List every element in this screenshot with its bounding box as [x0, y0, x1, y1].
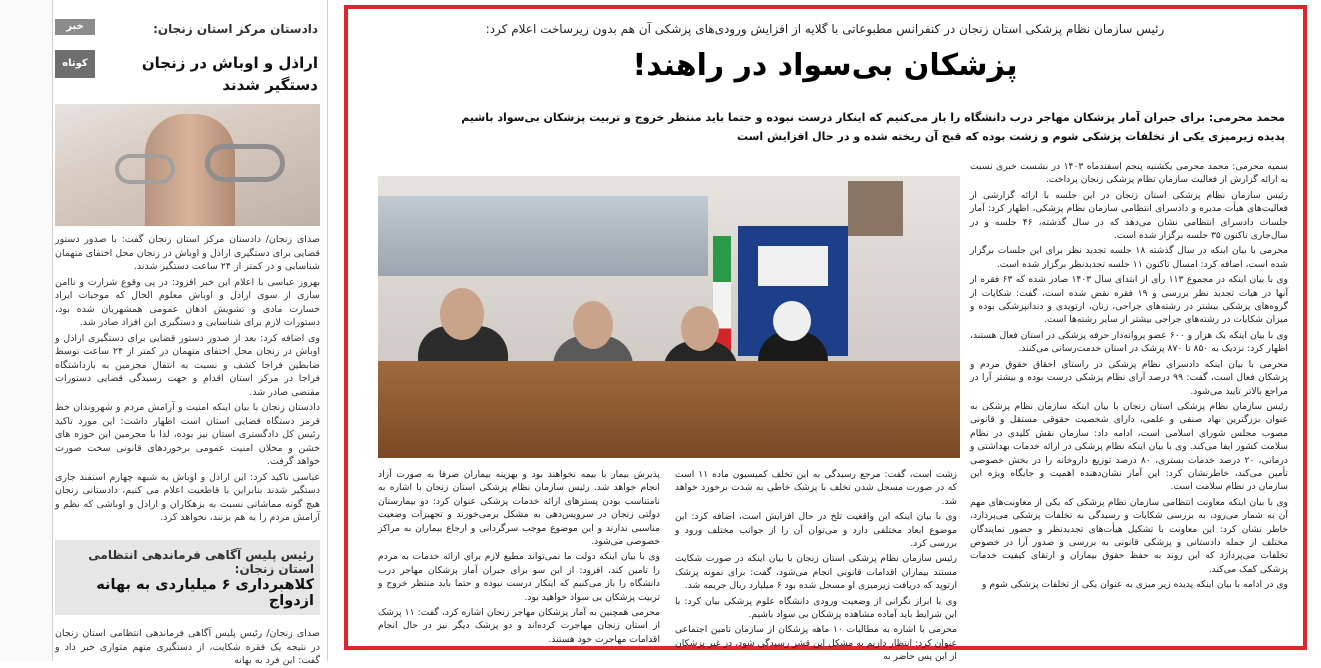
left-item1-headline: اراذل و اوباش در زنجان دستگیر شدند: [141, 54, 318, 94]
left-item2-kicker: رئیس پلیس آگاهی فرماندهی انتظامی استان زنجان:: [88, 548, 314, 576]
main-lead: [360, 108, 1285, 146]
paragraph: رئیس سازمان نظام پزشکی استان زنجان با بیان اینکه سازمان نظام پزشکی به عنوان بزرگترین نهاد صنفی و علمی، دارای شخصیت حقوقی مستقل و قانونی مصوب مجلس شورای اسلامی است، ادامه داد: سازمان نقش کلیدی در نظام سلامت کشور ایفا می‌کند. وی با بیان اینکه نظام پزشکی در ارائه خدمات بهداشتی و درمانی، ۲۰ درصد خدمات بستری، ۸۰ درصد توزیع داروخانه را در بخش خصوصی تأمین می‌کند، خاطرنشان کرد: این آمار نشان‌دهنده اهمیت و جایگاه ویژه این سازمان در نظام سلامت است.: [970, 400, 1288, 493]
press-conference-photo: [378, 176, 960, 458]
short-news-tag: کوتاه: [55, 50, 95, 78]
handcuff-ring-icon: [115, 154, 175, 184]
paragraph: صدای زنجان/ دادستان مرکز استان زنجان گفت: با صدور دستور قضایی برای دستگیری اراذل و اوباش در زنجان محل اختفای متهمان شناسایی و در کمتر از ۲۴ ساعت دستگیر شدند.: [55, 234, 320, 272]
main-kicker: رئیس سازمان نظام پزشکی استان زنجان در کنفرانس مطبوعاتی با گلایه از افزایش ورودی‌های پزشکی آن هم بدون زیرساخت اعلام کرد:: [485, 22, 1165, 36]
paragraph: محرمی با بیان اینکه در سال گذشته ۱۸ جلسه تجدید نظر برای این جلسات برگزار شده است، اضافه کرد: امسال تاکنون ۱۱ جلسه تجدیدنظر برگزار شده است.: [970, 245, 1288, 270]
paragraph: وی در ادامه با بیان اینکه پدیده زیر میزی به عنوان یکی از تخلفات پزشکی شوم و: [982, 579, 1288, 591]
paragraph: محرمی همچنین به آمار پزشکان مهاجر زنجان اشاره کرد، گفت: ۱۱ پزشک از استان زنجان مهاجرت کرده‌اند و دو پزشک دیگر نیز در حال انجام اقدامات مهاجرت خود هستند.: [378, 607, 660, 645]
person-head: [773, 301, 811, 341]
handcuff-ring-icon: [205, 144, 285, 182]
left-item1-kicker: دادستان مرکز استان زنجان:: [153, 22, 318, 36]
article-column-left: [378, 468, 660, 648]
left-item2-headline: کلاهبرداری ۶ میلیاردی به بهانه ازدواج: [96, 577, 314, 609]
paragraph: وی با بیان اینکه دولت ما نمی‌تواند مطیع لازم برای ارائه خدمات به مردم را تامین کند، افزود: از این سو برای جبران آمار پزشکان مهاجر درب دانشگاه را باز می‌کنیم که اینکار درست نبوده و حتما باید منتظر خروج و تربیت پزشکان بی سواد خواهید بود.: [378, 551, 660, 603]
paragraph: وی با بیان اینکه در مجموع ۱۱۳ رأی از ابتدای سال ۱۴۰۳ صادر شده که ۶۳ فقره از آنها در هیات تجدید نظر بررسی و ۱۹ فقره نقض شده است، گفت: شکایات از گروه‌های پزشکی بیشتر در رشته‌های جراحی، زنان، ارتوپدی و دندانپزشکی بوده و میزان شکایات در رشته‌های جراحی بیشتر از سایر رشته‌ها است.: [970, 274, 1288, 326]
photo-table: [378, 361, 960, 458]
paragraph: رئیس سازمان نظام پزشکی استان زنجان در این جلسه با ارائه گزارشی از فعالیت‌های هیأت مدیره و دادسرای انتظامی سازمان نظام پزشکی، اظهار کرد: آمار جلسات دادسرای انتظامی نشان می‌دهد که در سال گذشته، ۴۶ جلسه و در سال‌جاری تاکنون ۳۵ جلسه برگزار شده است.: [970, 189, 1288, 242]
paragraph: دادستان زنجان با بیان اینکه امنیت و آرامش مردم و شهروندان خط قرمز دستگاه قضایی استان است اظهار داشت: این مورد تاکید رئیس کل دادگستری استان نیز بوده، لذا با مجرمین این حوزه های خشن و مخلان امنیت عمومی برخوردهای قانونی سخت صورت خواهد گرفت.: [55, 402, 320, 467]
left-item2-body: صدای زنجان/ رئیس پلیس آگاهی فرماندهی انتظامی استان زنجان در نتیجه یک فقره شکایت، از دستگیری متهم متواری خبر داد و گفت: این فرد به بهانه: [55, 628, 320, 666]
paragraph: محرمی با اشاره به مطالبات ۱۰ ماهه پزشکان از سازمان تامین اجتماعی عنوان کرد: انتظار داریم به مشکل این قشر رسیدگی شود، در غیر پزشکان از این پس حاضر به: [675, 624, 957, 663]
paragraph: وی با بیان اینکه معاونت انتظامی سازمان نظام پزشکی که یکی از معاونت‌های مهم آن به شمار می‌رود، به بررسی شکایات و رسیدگی به تخلفات پزشکی می‌پردازد، خاطر نشان کرد: این معاونت با تشکیل هیأت‌های تجدیدنظر و حضور نمایندگان مختلف از جمله دادستانی و پزشکی قانونی به بررسی و صدور آرا در خصوص تخلفات می‌پردازد که این روند به حفظ حقوق بیماران و ارتقای کیفیت خدمات پزشکی کمک می‌کند.: [970, 496, 1288, 575]
paragraph: زشت است، گفت: مرجع رسیدگی به این تخلف کمیسیون ماده ۱۱ است که در صورت مسجل شدن تخلف با پزشک خاطی به شدت برخورد خواهد شد.: [675, 469, 957, 507]
paragraph: عباسی تاکید کرد: این اراذل و اوباش به شبهه چهارم استفند جاری دستگیر شدند بنابراین با قاطعیت اعلام می کنیم، دادستانی زنجان هیچ گونه مماشاتی نسبت به بزهکاران و اراذل و اوباشی که نظم و آرامش مردم را به هم بزنند، نخواهد کرد.: [55, 471, 320, 523]
lead-line: محمد محرمی: برای جبران آمار پزشکان مهاجر درب دانشگاه را باز می‌کنیم که اینکار درست نبوده و حتما باید منتظر خروج و تربیت پزشکان بی‌سواد باشیم: [461, 111, 1285, 124]
person-head: [681, 306, 719, 351]
left-item1-body: [55, 233, 320, 527]
paragraph: پذیرش بیمار با بیمه نخواهند بود و بهزینه بیماران صرفا به صورت آزاد انجام خواهد شد. رئیس سازمان نظام پزشکی استان زنجان با اشاره به نامتناسب بودن پسترهای ارائه خدمات پزشکی عنوان کرد: دو بیمارستان دولتی زنجان در سرویس‌دهی به مشکل برمی‌خورند و تجهیزات وضعیت مناسبی ندارند و این موضوع موجب سرگردانی و ارجاع بیماران به مراکز خصوصی می‌شود.: [378, 469, 660, 548]
article-column-right: [970, 160, 1288, 594]
paragraph: بهروز عباسی با اعلام این خبر افزود: در پی وقوع شرارت و ناامن سازی از سوی اراذل و اوباش معلوم الحال که موجبات ایراد خسارت مادی و تشویش اذهان عمومی همشهریان شده بود، دستورات لازم برای شناسایی و دستگیری این افراد صادر شد.: [55, 276, 320, 328]
handcuffs-photo: [55, 104, 320, 226]
paragraph: وی اضافه کرد: بعد از صدور دستور قضایی برای دستگیری اراذل و اوباش در زنجان محل اختفای متهمان در کمتر از ۲۴ ساعت توسط ضابطین فراجا کشف و نسبت به انتقال مجرمین به بازداشتگاه فراجا در مرکز استان اقدام و جهت رسیدگی قضایی دستورات مقتضی صادر شد.: [55, 332, 321, 398]
paragraph: سمیه محرمی: محمد محرمی یکشنبه پنجم اسفندماه ۱۴۰۳ در نشست خبری نسبت به ارائه گزارش از فعالیت سازمان نظام پزشکی زنجان پرداخت.: [970, 161, 1288, 186]
photo-banner: [378, 196, 708, 276]
news-tag: خبر: [55, 19, 95, 35]
paragraph: وی با بیان اینکه این واقعیت تلخ در حال افزایش است، اضافه کرد: این موضوع ابعاد مختلفی دارد و می‌توان آن را از جوانب مختلف ورود و بررسی کرد.: [675, 511, 957, 550]
paragraph: وی با بیان اینکه یک هزار و ۶۰۰ عضو پروانه‌دار حرفه پزشکی در استان فعال هستند، اظهار کرد: نزدیک به ۸۵۰ تا ۸۷۰ پزشک در استان خدمت‌رسانی می‌کنند.: [970, 329, 1288, 355]
person-head: [573, 301, 613, 349]
photo-banner-text-area: [758, 246, 828, 286]
paragraph: وی با ابراز نگرانی از وضعیت ورودی دانشگاه علوم پزشکی بیان کرد: با این شرایط باید آماده مشاهده پزشکان بی سواد باشیم.: [675, 595, 957, 621]
photo-portrait: [848, 181, 903, 236]
lead-line: پدیده زیرمیزی یکی از تخلفات پزشکی شوم و زشت بوده که قبح آن ریخته شده و در حال افزایش است: [736, 130, 1285, 143]
article-column-middle: [675, 468, 957, 666]
paragraph: محرمی با بیان اینکه دادسرای نظام پزشکی در راستای احقاق حقوق مردم و پزشکان فعال است، گفت: ۹۹ درصد آرای نظام پزشکی درست بوده و بیشتر آرا در مراجع بالاتر تایید می‌شود.: [970, 358, 1288, 397]
main-headline: پزشکان بی‌سواد در راهند!: [632, 48, 1018, 83]
paragraph: رئیس سازمان نظام پزشکی استان زنجان با بیان اینکه در صورت شکایت مستند بیماران اقدامات قانونی انجام می‌شود، گفت: برای نمونه پزشک ارتوپد که دریافت زیرمیزی او مسجل شده بود ۶ میلیارد ریال جریمه شد.: [675, 553, 957, 592]
page-margin: [0, 0, 52, 661]
person-head: [440, 288, 484, 340]
